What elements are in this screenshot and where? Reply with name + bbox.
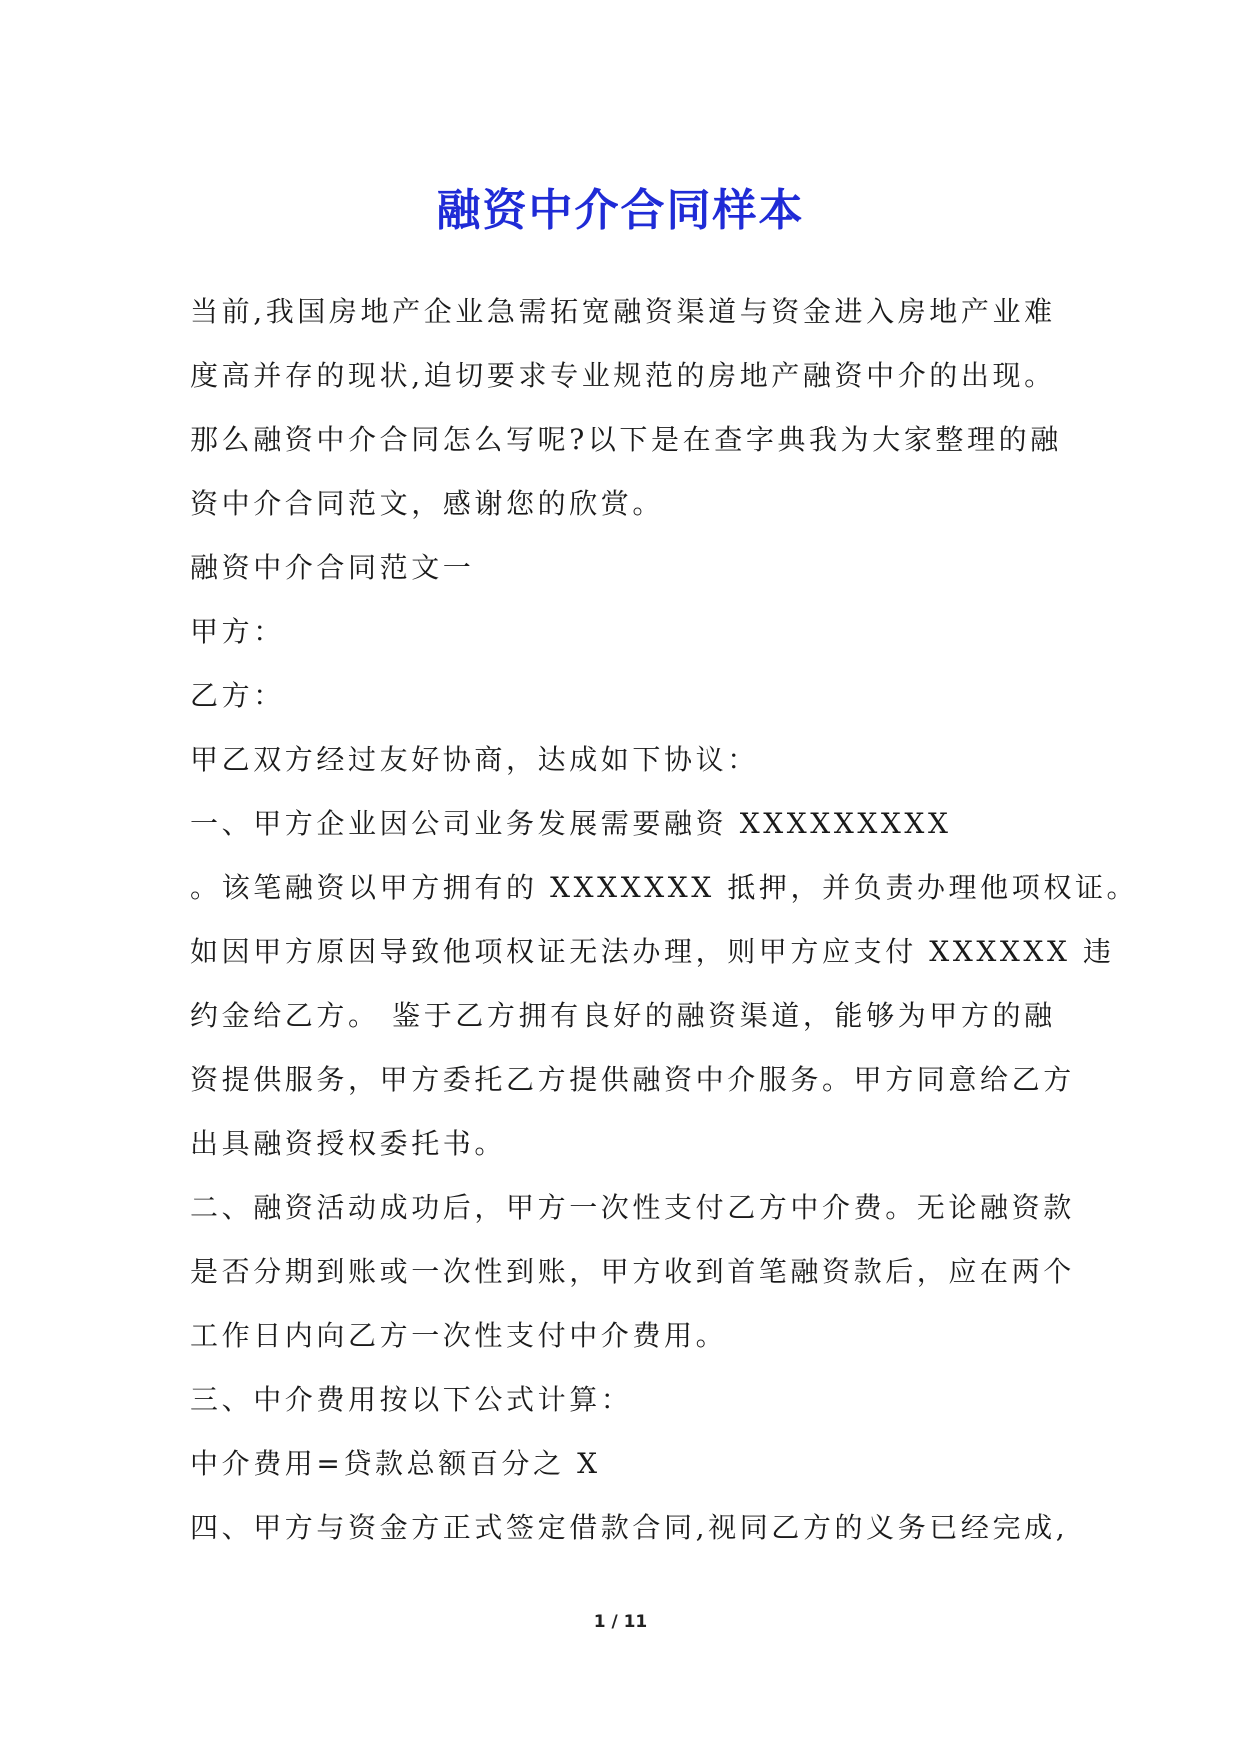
body-line: 。该笔融资以甲方拥有的 XXXXXXX 抵押，并负责办理他项权证。 (190, 871, 1139, 904)
body-line: 资中介合同范文，感谢您的欣赏。 (190, 487, 665, 520)
body-line: 甲方： (190, 615, 285, 648)
body-line: 出具融资授权委托书。 (190, 1127, 507, 1160)
body-line: 当前,我国房地产企业急需拓宽融资渠道与资金进入房地产业难 (190, 295, 1056, 328)
body-line: 约金给乙方。 鉴于乙方拥有良好的融资渠道，能够为甲方的融 (190, 999, 1056, 1032)
body-line: 甲乙双方经过友好协商，达成如下协议： (190, 743, 759, 776)
body-line: 四、甲方与资金方正式签定借款合同,视同乙方的义务已经完成, (190, 1511, 1069, 1544)
body-line: 融资中介合同范文一 (190, 551, 475, 584)
body-line: 资提供服务，甲方委托乙方提供融资中介服务。甲方同意给乙方 (190, 1063, 1075, 1096)
body-line: 中介费用=贷款总额百分之 X (190, 1447, 601, 1480)
body-line: 度高并存的现状,迫切要求专业规范的房地产融资中介的出现。 (190, 359, 1056, 392)
body-line: 一、甲方企业因公司业务发展需要融资 XXXXXXXXX (190, 807, 952, 840)
document-body (190, 280, 1139, 1560)
body-line: 如因甲方原因导致他项权证无法办理，则甲方应支付 XXXXXX 违 (190, 935, 1115, 968)
body-line: 是否分期到账或一次性到账，甲方收到首笔融资款后，应在两个 (190, 1255, 1075, 1288)
body-line: 工作日内向乙方一次性支付中介费用。 (190, 1319, 728, 1352)
page-number: 1 / 11 (593, 1612, 648, 1632)
body-line: 那么融资中介合同怎么写呢?以下是在查字典我为大家整理的融 (190, 423, 1062, 456)
body-line: 三、中介费用按以下公式计算： (190, 1383, 633, 1416)
body-line: 乙方： (190, 679, 285, 712)
document-title: 融资中介合同样本 (436, 185, 805, 237)
body-line: 二、融资活动成功后，甲方一次性支付乙方中介费。无论融资款 (190, 1191, 1075, 1224)
